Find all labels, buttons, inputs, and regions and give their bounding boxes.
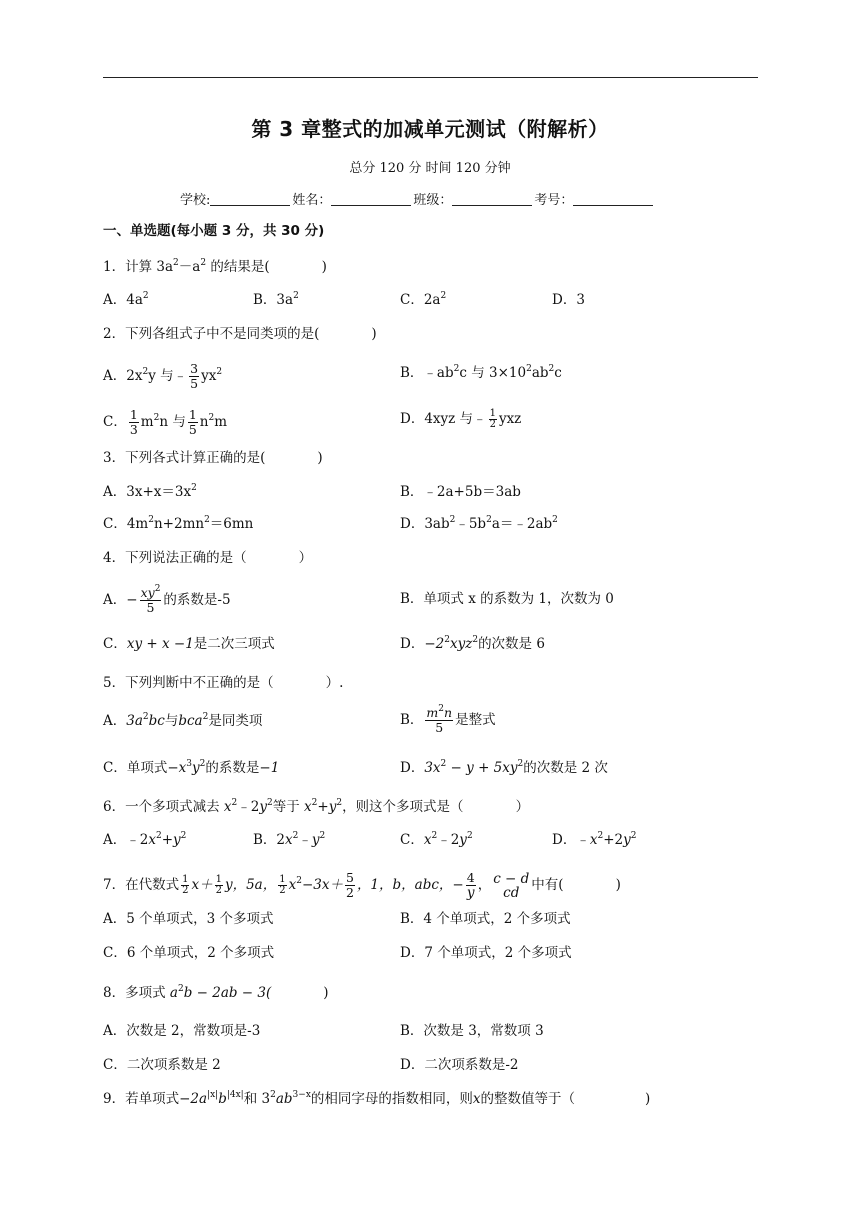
q8-option-d[interactable]: D．二次项系数是-2 (400, 1057, 519, 1073)
question-7-stem: 7．在代数式 $\frac{1}{2}$ x＋ $\frac{1}{2}$ y，5a， $\frac{1}{2}$ $x^2-3x+$ $\frac{5}{2}$ ，1，b，abc，− $\frac{4}{y}$ ， c − d cd 中有( ) (103, 870, 621, 901)
exam-no-field[interactable] (573, 191, 653, 206)
question-8-stem: 8．多项式 $a^2b - 2ab - 3$( ) (103, 984, 329, 1001)
q3-option-d[interactable]: D．$3ab^2﹣5b^2a=﹣2ab^2$ (400, 515, 558, 532)
q2-option-d[interactable]: D．4xyz 与﹣ $\frac{1}{2}$ yxz (400, 408, 522, 430)
q1-option-a[interactable]: A．$4a^2$ (103, 291, 149, 308)
q7-option-c[interactable]: C．6 个单项式，2 个多项式 (103, 945, 275, 961)
q5-option-c[interactable]: C．单项式$-x^3y^2$的系数是−1 (103, 759, 280, 776)
header-rule (103, 77, 758, 78)
q3-option-c[interactable]: C．$4m^2n+2mn^2=6mn$ (103, 515, 254, 532)
q2-option-b[interactable]: B．$﹣ab^2c$ 与 $3\times 10^2ab^2c$ (400, 364, 562, 381)
q3-option-b[interactable]: B．﹣2a+5b＝3ab (400, 484, 521, 500)
question-2-stem: 2．下列各组式子中不是同类项的是( ) (103, 326, 377, 342)
q8-option-b[interactable]: B．次数是 3，常数项 3 (400, 1023, 544, 1039)
school-label: 学校: (180, 193, 211, 208)
school-field[interactable] (210, 191, 290, 206)
question-1-stem: 1．计算 $3a^2-a^2$ 的结果是( ) (103, 258, 327, 275)
q3-option-a[interactable]: A．$3x+x=3x^2$ (103, 483, 197, 500)
q8-option-c[interactable]: C．二次项系数是 2 (103, 1057, 221, 1073)
q6-option-c[interactable]: C．$x^2﹣2y^2$ (400, 831, 473, 848)
q7-option-a[interactable]: A．5 个单项式，3 个多项式 (103, 911, 274, 927)
name-field[interactable] (331, 191, 411, 206)
class-field[interactable] (452, 191, 532, 206)
student-info-row (180, 189, 655, 208)
question-4-stem: 4．下列说法正确的是（ ） (103, 550, 313, 566)
q1-option-d[interactable]: D．3 (552, 292, 585, 308)
q5-option-a[interactable]: A．$3a^2bc$与bca$^2$是同类项 (103, 712, 263, 729)
name-label: 姓名： (292, 193, 332, 208)
q4-option-c[interactable]: C．xy + x −1是二次三项式 (103, 636, 275, 652)
q2-option-a[interactable]: A．$2x^2y$ 与﹣ $\frac{3}{5}$ $yx^2$ (103, 361, 223, 391)
question-6-stem: 6．一个多项式减去 $x^2﹣2y^2$等于 $x^2+y^2$，则这个多项式是（ ） (103, 798, 530, 815)
q5-option-b[interactable]: B． $\frac{m^2n}{5}$ 是整式 (400, 704, 496, 735)
q4-option-b[interactable]: B．单项式 x 的系数为 1，次数为 0 (400, 591, 614, 607)
q1-option-b[interactable]: B．$3a^2$ (253, 291, 299, 308)
q6-option-d[interactable]: D．$﹣x^2+2y^2$ (552, 831, 637, 848)
q2-option-c[interactable]: C． $\frac{1}{3}$ $m^2n$ 与 $\frac{1}{5}$ $n^2m$ (103, 407, 228, 437)
question-3-stem: 3．下列各式计算正确的是( ) (103, 450, 323, 466)
class-label: 班级： (413, 193, 453, 208)
page-title: 第 3 章整式的加减单元测试（附解析） (251, 117, 609, 141)
q1-option-c[interactable]: C．$2a^2$ (400, 291, 447, 308)
question-9-stem: 9．若单项式$-2a^{|x|}b^{|4x|}$和 $3^2ab^{3-x}$的相同字母的指数相同，则x的整数值等于（ ) (103, 1090, 651, 1107)
page-subtitle: 总分 120 分 时间 120 分钟 (349, 161, 511, 176)
q7-option-d[interactable]: D．7 个单项式，2 个多项式 (400, 945, 572, 961)
q6-option-b[interactable]: B．$2x^2﹣y^2$ (253, 831, 326, 848)
question-5-stem: 5．下列判断中不正确的是（ ）. (103, 675, 344, 691)
q4-option-d[interactable]: D．$-2^2xyz^2$的次数是 6 (400, 635, 545, 652)
q5-option-d[interactable]: D．$3x^2 - y + 5xy^2$的次数是 2 次 (400, 759, 608, 776)
q8-option-a[interactable]: A．次数是 2，常数项是-3 (103, 1023, 261, 1039)
q4-option-a[interactable]: A．− $\frac{xy^2}{5}$ 的系数是-5 (103, 584, 231, 615)
q6-option-a[interactable]: A．$﹣2x^2+y^2$ (103, 831, 187, 848)
q7-option-b[interactable]: B．4 个单项式，2 个多项式 (400, 911, 571, 927)
exam-no-label: 考号： (534, 193, 574, 208)
section-heading: 一、单选题(每小题 3 分，共 30 分) (103, 223, 325, 239)
